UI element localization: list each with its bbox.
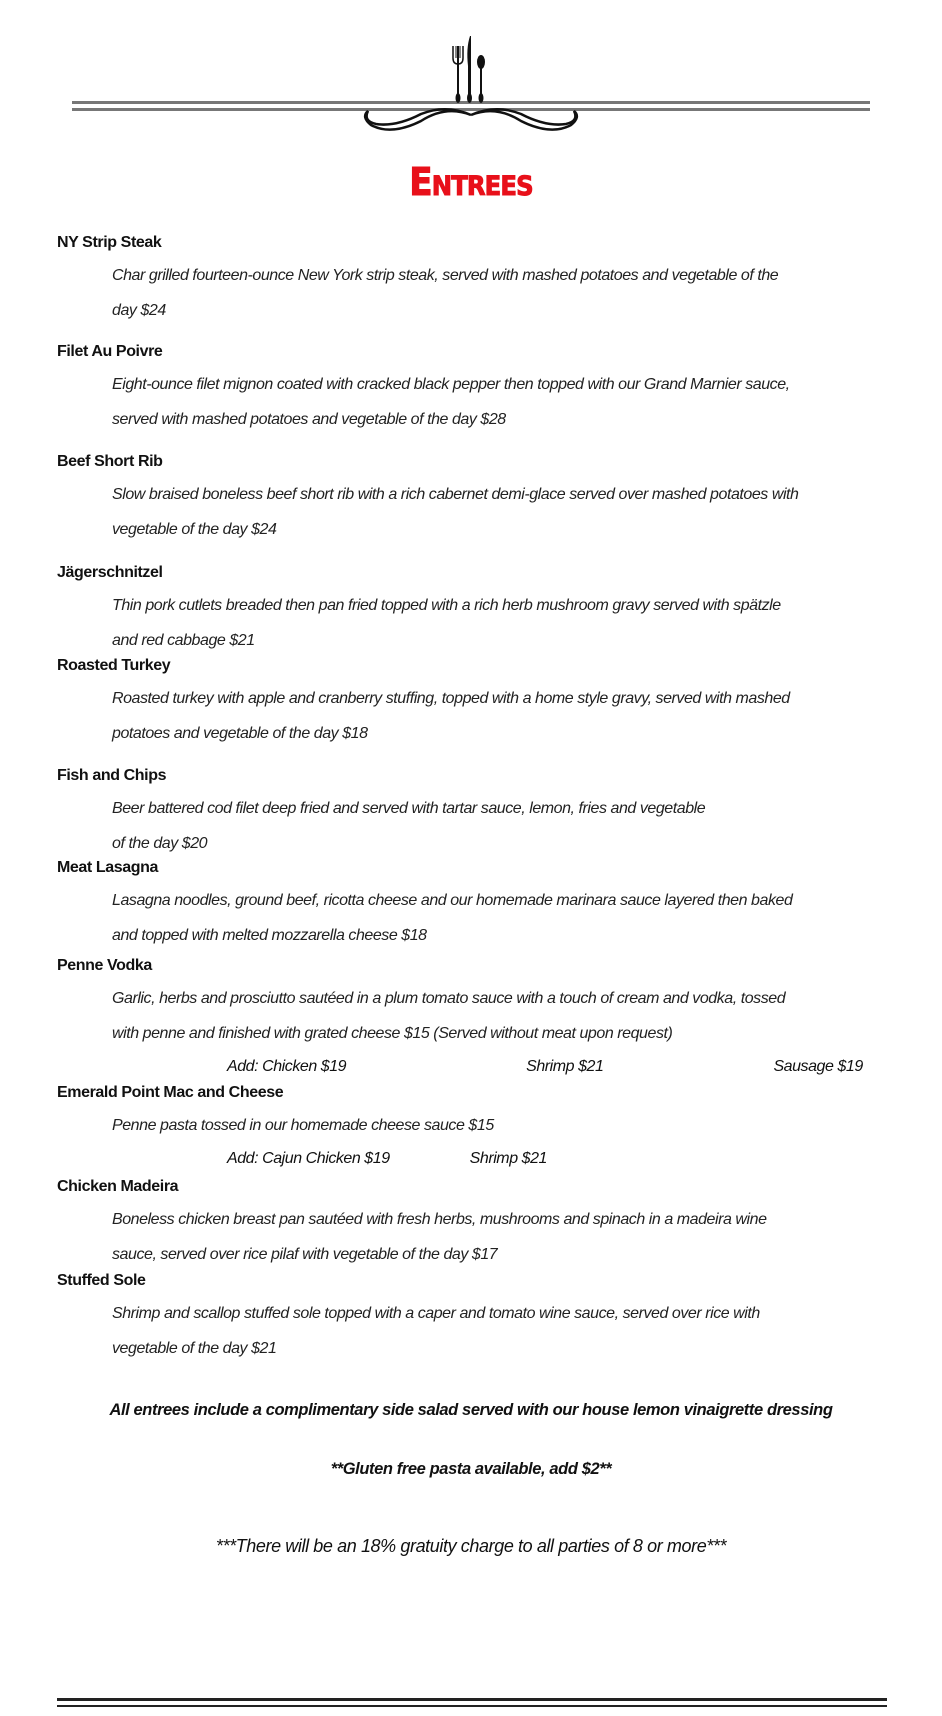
description-line: potatoes and vegetable of the day $18 — [112, 725, 368, 742]
description-line: served with mashed potatoes and vegetable of the day $28 — [112, 411, 506, 428]
gratuity-note: ***There will be an 18% gratuity charge to all parties of 8 or more*** — [215, 1536, 727, 1556]
description-line: vegetable of the day $24 — [112, 521, 277, 538]
menu-item — [57, 651, 917, 751]
description-line: sauce, served over rice pilaf with vegetable of the day $17 — [112, 1246, 498, 1263]
description-line: and red cabbage $21 — [112, 632, 255, 649]
item-name: Fish and Chips — [57, 767, 167, 784]
add-on-option: Sausage $19 — [773, 1058, 863, 1075]
bottom-rule-upper — [57, 1698, 887, 1701]
description-line: Garlic, herbs and prosciutto sautéed in a plum tomato sauce with a touch of cream and vodka, tossed — [112, 990, 786, 1007]
item-description — [112, 1296, 917, 1366]
item-description — [112, 681, 917, 751]
description-line: with penne and finished with grated cheese $15 (Served without meat upon request) — [112, 1025, 673, 1042]
add-on-option: Add: Cajun Chicken $19 — [227, 1150, 390, 1167]
item-name: Jägerschnitzel — [57, 564, 163, 581]
cutlery-ornament-icon — [360, 0, 582, 140]
add-on-option: Shrimp $21 — [469, 1150, 547, 1167]
menu-item — [57, 337, 917, 437]
item-description — [112, 1108, 917, 1143]
menu-item — [57, 761, 917, 861]
item-name: Beef Short Rib — [57, 453, 163, 470]
add-on-option: Shrimp $21 — [526, 1058, 604, 1075]
description-line: of the day $20 — [112, 835, 208, 852]
add-on-options — [167, 1143, 917, 1175]
description-line: vegetable of the day $21 — [112, 1340, 277, 1357]
menu-item — [57, 447, 917, 547]
menu-item — [57, 951, 917, 1083]
item-description — [112, 367, 917, 437]
item-description — [112, 588, 917, 658]
item-name: Penne Vodka — [57, 957, 152, 974]
item-description — [112, 1202, 917, 1272]
bottom-rule-lower — [57, 1705, 887, 1707]
item-name: Roasted Turkey — [57, 657, 171, 674]
item-name: Chicken Madeira — [57, 1178, 179, 1195]
item-description — [112, 477, 917, 547]
item-description — [112, 258, 917, 328]
description-line: Thin pork cutlets breaded then pan fried topped with a rich herb mushroom gravy served with spätzle — [112, 597, 781, 614]
description-line: Roasted turkey with apple and cranberry stuffing, topped with a home style gravy, served with mashed — [112, 690, 790, 707]
salad-note: All entrees include a complimentary side salad served with our house lemon vinaigrette dressing — [109, 1401, 833, 1419]
description-line: Penne pasta tossed in our homemade cheese sauce $15 — [112, 1117, 494, 1134]
item-name: Emerald Point Mac and Cheese — [57, 1084, 284, 1101]
page-title: Entrees — [409, 160, 533, 204]
menu-item — [57, 558, 917, 658]
item-description — [112, 791, 917, 861]
description-line: day $24 — [112, 302, 166, 319]
menu-item — [57, 1078, 917, 1175]
menu-item — [57, 228, 917, 328]
item-name: NY Strip Steak — [57, 234, 162, 251]
description-line: Shrimp and scallop stuffed sole topped with a caper and tomato wine sauce, served over rice with — [112, 1305, 760, 1322]
item-description — [112, 883, 917, 953]
description-line: Char grilled fourteen-ounce New York strip steak, served with mashed potatoes and vegetable of the — [112, 267, 779, 284]
gluten-free-note: **Gluten free pasta available, add $2** — [330, 1460, 612, 1478]
add-on-option: Add: Chicken $19 — [227, 1058, 347, 1075]
description-line: Eight-ounce filet mignon coated with cracked black pepper then topped with our Grand Marnier sauce, — [112, 376, 790, 393]
menu-item — [57, 1172, 917, 1272]
item-description — [112, 981, 917, 1051]
description-line: Beer battered cod filet deep fried and served with tartar sauce, lemon, fries and vegetable — [112, 800, 706, 817]
item-name: Filet Au Poivre — [57, 343, 163, 360]
description-line: Lasagna noodles, ground beef, ricotta cheese and our homemade marinara sauce layered then baked — [112, 892, 793, 909]
menu-item — [57, 1266, 917, 1366]
description-line: Slow braised boneless beef short rib with a rich cabernet demi-glace served over mashed potatoes with — [112, 486, 799, 503]
item-name: Stuffed Sole — [57, 1272, 146, 1289]
item-name: Meat Lasagna — [57, 859, 159, 876]
description-line: and topped with melted mozzarella cheese $18 — [112, 927, 427, 944]
description-line: Boneless chicken breast pan sautéed with fresh herbs, mushrooms and spinach in a madeira wine — [112, 1211, 767, 1228]
menu-item — [57, 853, 917, 953]
